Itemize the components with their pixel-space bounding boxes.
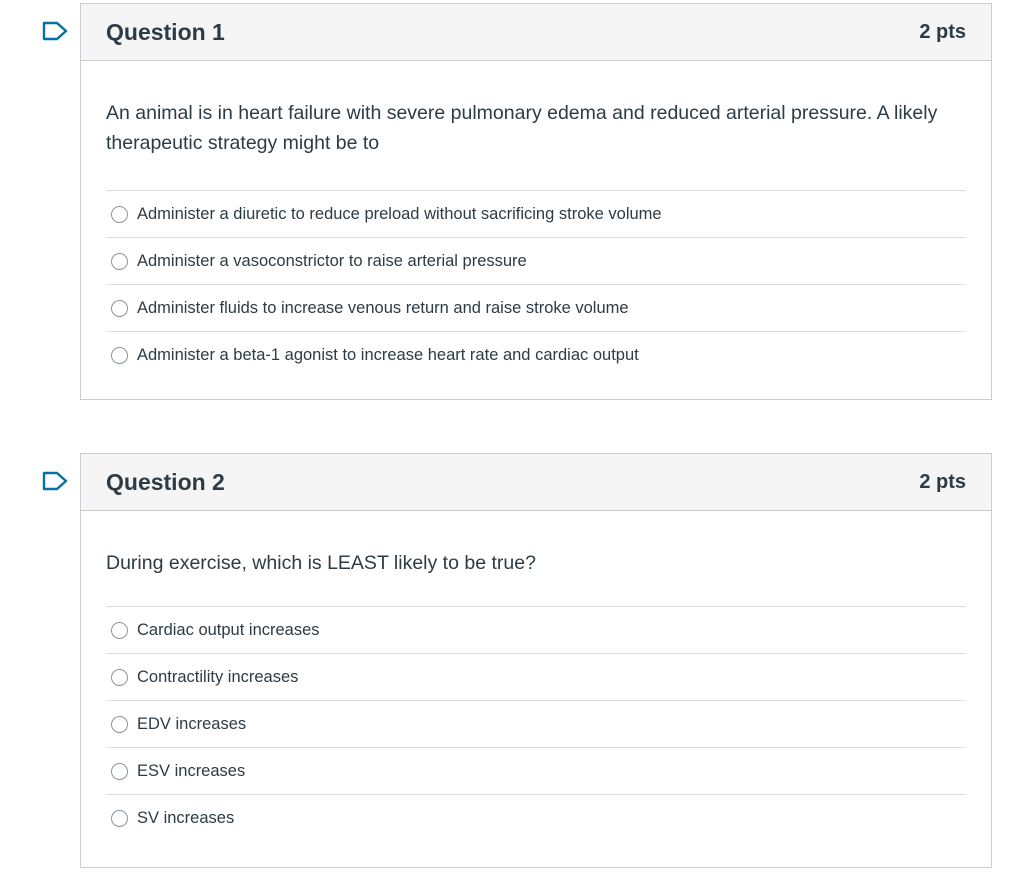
answer-option[interactable]	[106, 701, 966, 748]
radio-button[interactable]	[111, 669, 128, 686]
answer-label[interactable]: Administer a beta-1 agonist to increase heart rate and cardiac output	[137, 346, 639, 364]
question-header	[81, 4, 991, 61]
answer-label[interactable]: ESV increases	[137, 761, 246, 780]
answer-list	[106, 190, 966, 379]
answer-option[interactable]	[106, 285, 966, 332]
answer-label[interactable]: Administer fluids to increase venous return and raise stroke volume	[137, 298, 629, 317]
question-text: An animal is in heart failure with severe pulmonary edema and reduced arterial pressure. A likely therapeutic strategy might be to	[106, 102, 938, 154]
answer-option[interactable]	[106, 795, 966, 842]
question-title: Question 1	[106, 18, 225, 45]
answer-label[interactable]: EDV increases	[137, 714, 247, 733]
flag-question-icon[interactable]	[42, 471, 68, 491]
answer-label[interactable]: Administer a diuretic to reduce preload without sacrificing stroke volume	[137, 204, 662, 223]
answer-label[interactable]: Cardiac output increases	[137, 620, 320, 639]
answer-label[interactable]: SV increases	[137, 809, 235, 827]
question-points: 2 pts	[919, 470, 966, 493]
answer-list	[106, 606, 966, 842]
radio-button[interactable]	[111, 253, 128, 270]
answer-option[interactable]	[106, 748, 966, 795]
radio-button[interactable]	[111, 810, 128, 827]
answer-option[interactable]	[106, 332, 966, 379]
radio-button[interactable]	[111, 206, 128, 223]
question-1	[80, 3, 992, 400]
answer-option[interactable]	[106, 607, 966, 654]
radio-button[interactable]	[111, 347, 128, 364]
question-2	[80, 453, 992, 868]
question-text: During exercise, which is LEAST likely to be true?	[106, 552, 536, 574]
answer-label[interactable]: Administer a vasoconstrictor to raise arterial pressure	[137, 251, 527, 270]
radio-button[interactable]	[111, 763, 128, 780]
radio-button[interactable]	[111, 300, 128, 317]
question-points: 2 pts	[919, 20, 966, 43]
radio-button[interactable]	[111, 716, 128, 733]
answer-label[interactable]: Contractility increases	[137, 667, 299, 686]
answer-option[interactable]	[106, 238, 966, 285]
answer-option[interactable]	[106, 191, 966, 238]
radio-button[interactable]	[111, 622, 128, 639]
question-title: Question 2	[106, 468, 225, 495]
answer-option[interactable]	[106, 654, 966, 701]
flag-question-icon[interactable]	[42, 21, 68, 41]
question-header	[81, 454, 991, 511]
